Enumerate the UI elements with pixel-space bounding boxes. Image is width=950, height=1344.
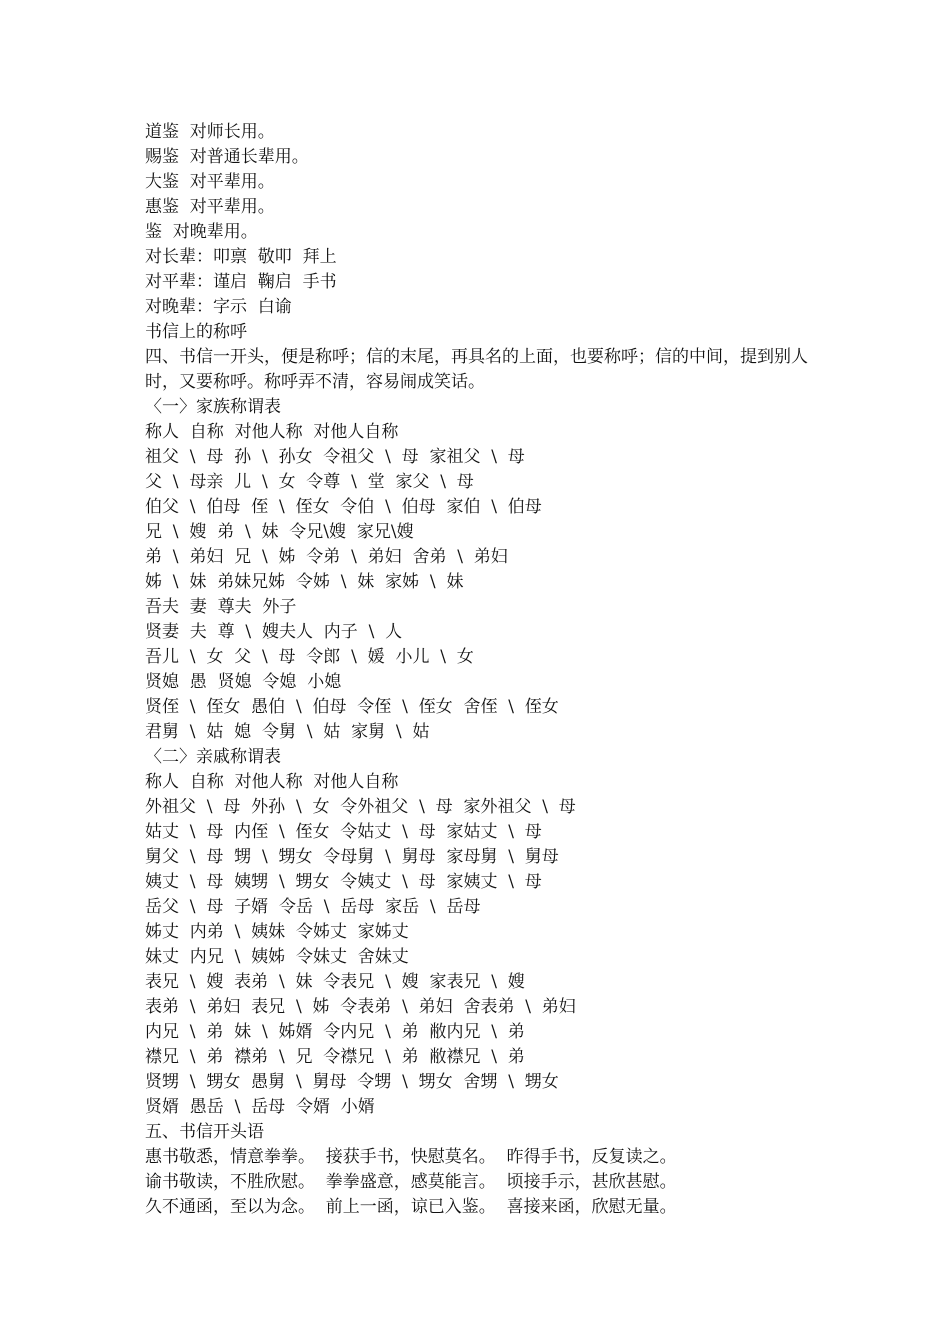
table-row: 祖父 \ 母 孙 \ 孙女 令祖父 \ 母 家祖父 \ 母 [145,447,525,467]
document-body [145,120,825,1220]
table-row: 君舅 \ 姑 媳 令舅 \ 姑 家舅 \ 姑 [145,722,430,742]
table-header-row: 称人 自称 对他人称 对他人自称 [145,772,399,792]
table-row: 姊 \ 妹 弟妹兄姊 令姊 \ 妹 家姊 \ 妹 [145,572,464,592]
section-heading-opening-phrases: 五、书信开头语 [145,1122,264,1142]
table-row: 兄 \ 嫂 弟 \ 妹 令兄\嫂 家兄\嫂 [145,522,414,542]
table-row: 贤侄 \ 侄女 愚伯 \ 伯母 令侄 \ 侄女 舍侄 \ 侄女 [145,697,559,717]
line-6: 对长辈：叩禀 敬叩 拜上 [145,247,337,267]
line-5: 鉴 对晚辈用。 [145,222,258,242]
line-1: 道鉴 对师长用。 [145,122,275,142]
table-heading-family: 〈一〉家族称谓表 [145,397,281,417]
table-row: 妹丈 内兄 \ 姨姊 令妹丈 舍妹丈 [145,947,409,967]
table-row: 贤婿 愚岳 \ 岳母 令婿 小婿 [145,1097,375,1117]
table-row: 贤甥 \ 甥女 愚舅 \ 舅母 令甥 \ 甥女 舍甥 \ 甥女 [145,1072,559,1092]
table-row: 吾夫 妻 尊夫 外子 [145,597,297,617]
table-row: 吾儿 \ 女 父 \ 母 令郎 \ 媛 小儿 \ 女 [145,647,474,667]
paragraph-section-four: 四、书信一开头，便是称呼；信的末尾，再具名的上面，也要称呼；信的中间，提到别人时，又要称呼。称呼弄不清，容易闹成笑话。 [145,347,808,392]
line-8: 对晚辈：字示 白谕 [145,297,292,317]
table-row: 姑丈 \ 母 内侄 \ 侄女 令姑丈 \ 母 家姑丈 \ 母 [145,822,542,842]
line-2: 赐鉴 对普通长辈用。 [145,147,309,167]
table-row: 姨丈 \ 母 姨甥 \ 甥女 令姨丈 \ 母 家姨丈 \ 母 [145,872,542,892]
table-row: 表弟 \ 弟妇 表兄 \ 姊 令表弟 \ 弟妇 舍表弟 \ 弟妇 [145,997,576,1017]
table-row: 弟 \ 弟妇 兄 \ 姊 令弟 \ 弟妇 舍弟 \ 弟妇 [145,547,508,567]
table-row: 贤媳 愚 贤媳 令媳 小媳 [145,672,342,692]
table-heading-relatives: 〈二〉亲戚称谓表 [145,747,281,767]
table-row: 外祖父 \ 母 外孙 \ 女 令外祖父 \ 母 家外祖父 \ 母 [145,797,576,817]
table-row: 内兄 \ 弟 妹 \ 姊婿 令内兄 \ 弟 敝内兄 \ 弟 [145,1022,525,1042]
table-row: 姊丈 内弟 \ 姨妹 令姊丈 家姊丈 [145,922,409,942]
table-row: 舅父 \ 母 甥 \ 甥女 令母舅 \ 舅母 家母舅 \ 舅母 [145,847,559,867]
table-header-row: 称人 自称 对他人称 对他人自称 [145,422,399,442]
table-row: 贤妻 夫 尊 \ 嫂夫人 内子 \ 人 [145,622,403,642]
table-row: 表兄 \ 嫂 表弟 \ 妹 令表兄 \ 嫂 家表兄 \ 嫂 [145,972,525,992]
line-3: 大鉴 对平辈用。 [145,172,275,192]
section-heading-letter-titles: 书信上的称呼 [145,322,247,342]
table-row: 伯父 \ 伯母 侄 \ 侄女 令伯 \ 伯母 家伯 \ 伯母 [145,497,542,517]
line-7: 对平辈：谨启 鞠启 手书 [145,272,337,292]
phrase-row: 久不通函，至以为念。 前上一函，谅已入鉴。 喜接来函，欣慰无量。 [145,1197,677,1217]
table-row: 父 \ 母亲 儿 \ 女 令尊 \ 堂 家父 \ 母 [145,472,474,492]
table-row: 襟兄 \ 弟 襟弟 \ 兄 令襟兄 \ 弟 敝襟兄 \ 弟 [145,1047,525,1067]
table-row: 岳父 \ 母 子婿 令岳 \ 岳母 家岳 \ 岳母 [145,897,481,917]
phrase-row: 惠书敬悉，情意拳拳。 接获手书，快慰莫名。 昨得手书，反复读之。 [145,1147,677,1167]
line-4: 惠鉴 对平辈用。 [145,197,275,217]
phrase-row: 谕书敬读，不胜欣慰。 拳拳盛意，感莫能言。 顷接手示，甚欣甚慰。 [145,1172,677,1192]
